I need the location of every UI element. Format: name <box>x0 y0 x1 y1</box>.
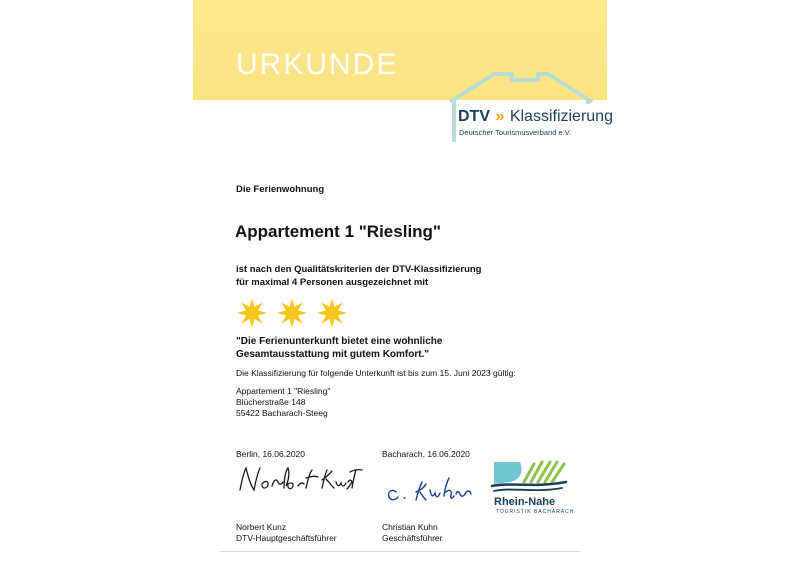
partner-subtitle: TOURISTIK BACHARACH <box>496 509 575 515</box>
address-line-3: 55422 Bacharach-Steeg <box>236 408 328 418</box>
criteria-line-1: ist nach den Qualitätskriterien der DTV-Klassifizierung <box>236 264 482 275</box>
property-name: Appartement 1 "Riesling" <box>235 222 441 241</box>
star-icon <box>317 298 347 328</box>
star-icon <box>277 298 307 328</box>
right-place-date: Bacharach, 16.06.2020 <box>382 449 470 459</box>
address-line-1: Appartement 1 "Riesling" <box>236 386 331 396</box>
star-rating <box>236 296 351 330</box>
left-signer-role: DTV-Hauptgeschäftsführer <box>236 533 337 543</box>
chevron-right-icon: » <box>495 108 505 125</box>
dtv-logo <box>458 108 613 126</box>
certificate-title: URKUNDE <box>236 48 399 81</box>
dtv-name: Klassifizierung <box>509 108 613 125</box>
star-icon <box>237 298 267 328</box>
left-signer-name: Norbert Kunz <box>236 522 287 532</box>
rating-line-1: "Die Ferienunterkunft bietet eine wohnliche <box>236 336 443 347</box>
dtv-brand-text: DTV <box>458 108 490 125</box>
address-line-2: Blücherstraße 148 <box>236 397 306 407</box>
criteria-line-2: für maximal 4 Personen ausgezeichnet mit <box>236 277 429 288</box>
left-place-date: Berlin, 16.06.2020 <box>236 449 305 459</box>
signature-christian-kuhn <box>386 476 486 506</box>
right-signer-role: Geschäftsführer <box>382 533 443 543</box>
signature-norbert-kunz <box>236 462 366 498</box>
bottom-divider <box>220 551 580 552</box>
rating-line-2: Gesamtausstattung mit gutem Komfort." <box>236 349 430 360</box>
partner-name: Rhein-Nahe <box>494 496 556 508</box>
validity-text: Die Klassifizierung für folgende Unterkunft ist bis zum 15. Juni 2023 gültig: <box>236 368 516 378</box>
intro-text: Die Ferienwohnung <box>236 184 325 195</box>
right-signer-name: Christian Kuhn <box>382 522 438 532</box>
dtv-subtitle: Deutscher Tourismusverband e.V. <box>459 128 572 137</box>
